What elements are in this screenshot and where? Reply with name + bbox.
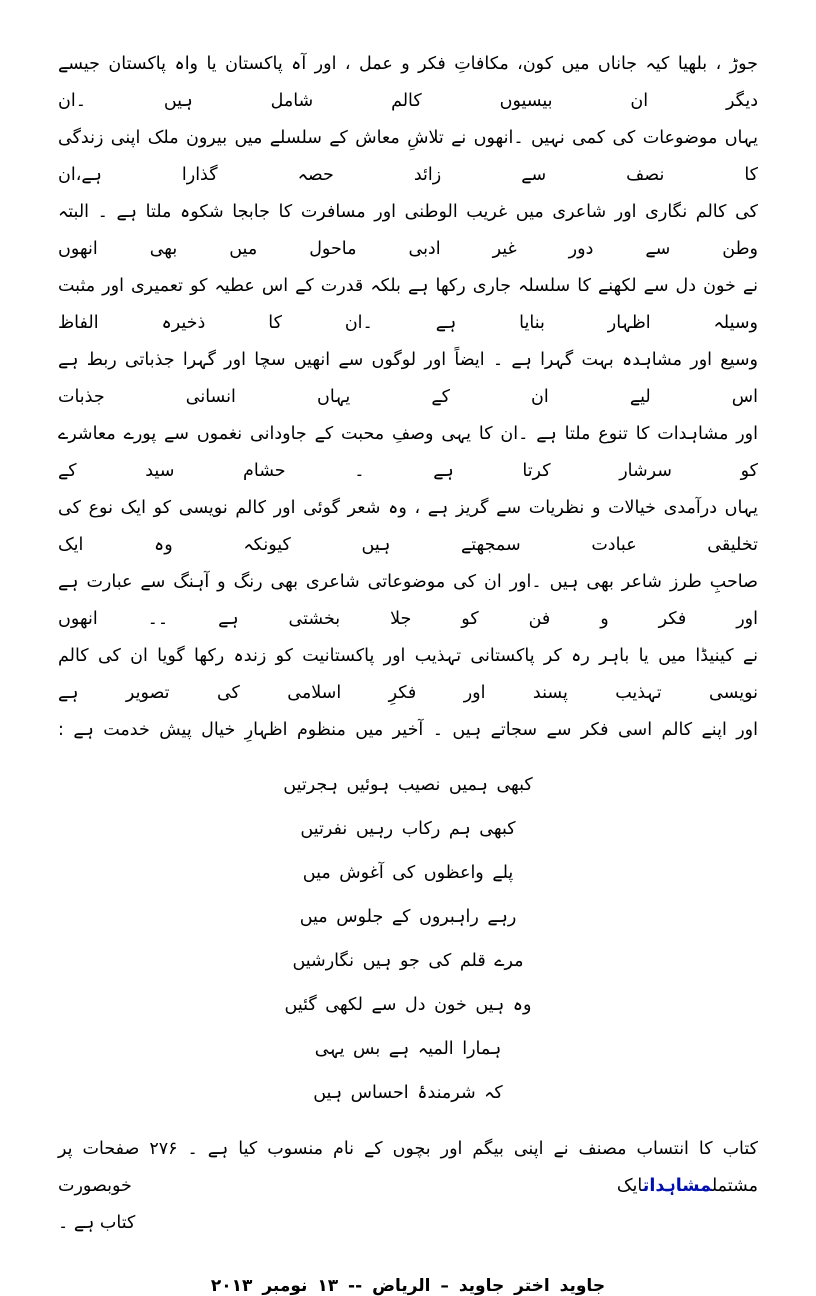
body-line: نے خون دل سے لکھنے کا سلسلہ جاری رکھا ہے بلکہ قدرت کے اس عطیہ کو تعمیری اور مثبت وسیلہ اظہار بنایا ہے ۔ان کا ذخیرہ الفاظ <box>58 276 758 333</box>
body-line: یہاں موضوعات کی کمی نہیں ۔انھوں نے تلاشِ معاش کے سلسلے میں بیرون ملک اپنی زندگی کا نصف سے زائد حصہ گذارا ہے،ان <box>58 128 758 185</box>
body-line: یہاں درآمدی خیالات و نظریات سے گریز ہے ، وہ شعر گوئی اور کالم نویسی کو ایک نوع کی تخلیقی عبادت سمجھتے ہیں کیونکہ وہ ایک <box>58 498 758 555</box>
body-line: اور مشاہدات کا تنوع ملتا ہے ۔ان کا یہی وصفِ محبت کے جاودانی نغموں سے پورے معاشرے کو سرشار کرتا ہے ۔ حشام سید کے <box>58 424 758 481</box>
poem-line: کہ شرمندۂ احساس ہیں <box>313 1083 503 1103</box>
body-line: نے کینیڈا میں یا باہر رہ کر پاکستانی تہذیب اور پاکستانیت کو زندہ رکھا گویا ان کی کالم نویسی تہذیب پسند اور فکرِ اسلامی کی تصویر ہے <box>58 646 758 703</box>
poem-line: کبھی ہم رکاب رہیں نفرتیں <box>300 819 516 839</box>
poem-line: پلے واعظوں کی آغوش میں <box>302 863 514 883</box>
closing-note <box>58 1131 758 1205</box>
poem-line: ہمارا المیہ ہے بس یہی <box>314 1039 502 1059</box>
author-signature: جاوید اختر جاوید – الریاض -- ۱۳ نومبر ۲۰۱۳ <box>210 1276 606 1296</box>
body-line: وسیع اور مشاہدہ بہت گہرا ہے ۔ ایضاً اور لوگوں سے انھیں سچا اور گہرا جذباتی ربط ہے اس لیے ان کے یہاں انسانی جذبات <box>58 350 758 407</box>
body-line-intro-to-poem: اور اپنے کالم اسی فکر سے سجاتے ہیں ۔ آخیر میں منظوم اظہارِ خیال پیش خدمت ہے : <box>58 720 758 740</box>
closing-note-prefix: کتاب کا انتساب مصنف نے اپنی بیگم اور بچوں کے نام منسوب کیا ہے ۔ ۲۷۶ صفحات پر مشتمل <box>58 1139 758 1196</box>
poem-line: مرے قلم کی جو ہیں نگارشیں <box>292 951 524 971</box>
body-line: صاحبِ طرز شاعر بھی ہیں ۔اور ان کی موضوعاتی شاعری بھی رنگ و آہنگ سے عبارت ہے اور فکر و فن کو جلا بخشتی ہے ۔۔ انھوں <box>58 572 758 629</box>
article-body <box>58 46 758 749</box>
poem-stanza <box>58 763 758 1115</box>
book-title-link[interactable]: مشاہدات <box>642 1176 712 1196</box>
closing-note-tail: کتاب ہے ۔ <box>58 1213 136 1233</box>
poem-line: وہ ہیں خون دل سے لکھی گئیں <box>284 995 532 1015</box>
body-line: جوڑ ، بلھیا کیہ جاناں میں کون، مکافاتِ فکر و عمل ، اور آہ پاکستان یا واہ پاکستان جیسے دیگر ان بیسیوں کالم شامل ہیں ۔ان <box>58 54 758 111</box>
body-line: کی کالم نگاری اور شاعری میں غریب الوطنی اور مسافرت کا جابجا شکوہ ملتا ہے ۔ البتہ وطن سے دور غیر ادبی ماحول میں بھی انھوں <box>58 202 758 259</box>
closing-note-suffix: ایک خوبصورت <box>58 1176 643 1196</box>
poem-line: کبھی ہمیں نصیب ہوئیں ہجرتیں <box>283 775 533 795</box>
poem-line: رہے راہبروں کے جلوس میں <box>299 907 517 927</box>
